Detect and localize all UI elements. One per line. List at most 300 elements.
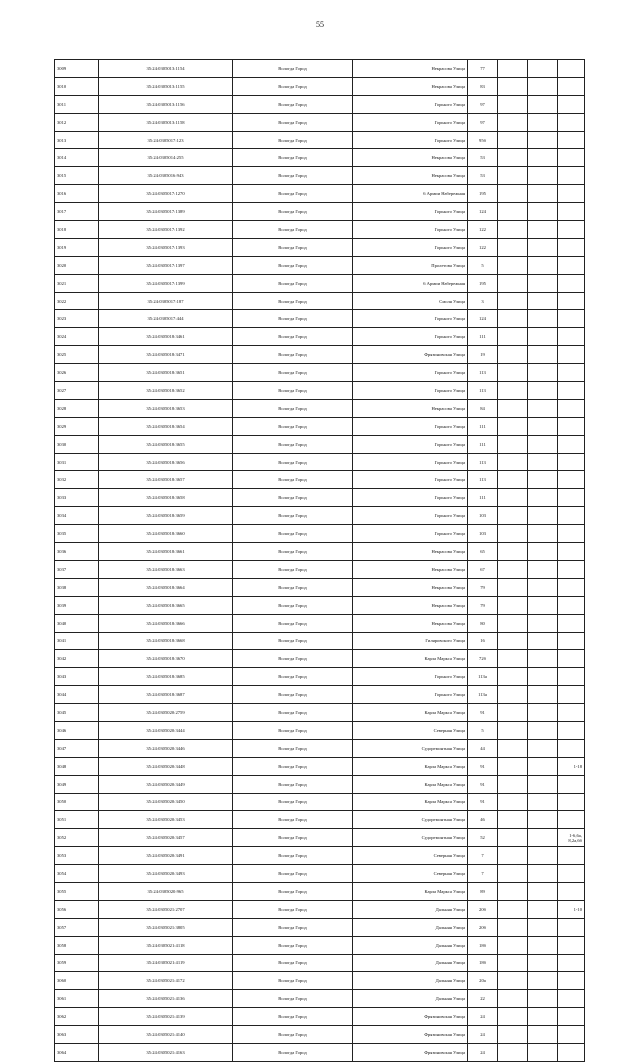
house-number: 97	[468, 95, 498, 113]
city-name: Вологда Город	[233, 149, 353, 167]
empty-cell	[528, 77, 558, 95]
row-number: 3011	[55, 95, 99, 113]
empty-cell	[528, 60, 558, 78]
street-name: Судоремонтная Улица	[353, 739, 468, 757]
table-row	[55, 489, 585, 507]
row-number: 3024	[55, 328, 99, 346]
apartments-note	[558, 95, 585, 113]
table-row	[55, 238, 585, 256]
street-name: Дальняя Улица	[353, 990, 468, 1008]
house-number: 91	[468, 775, 498, 793]
street-name: Горького Улица	[353, 113, 468, 131]
apartments-note	[558, 543, 585, 561]
table-row	[55, 721, 585, 739]
city-name: Вологда Город	[233, 507, 353, 525]
cadastral-number: 35:24:0305021:4140	[99, 1026, 233, 1044]
street-name: Некрасова Улица	[353, 578, 468, 596]
city-name: Вологда Город	[233, 274, 353, 292]
empty-cell	[498, 95, 528, 113]
table-row	[55, 632, 585, 650]
cadastral-number: 35:24:0305017:1389	[99, 203, 233, 221]
street-name: Горького Улица	[353, 668, 468, 686]
street-name: Горького Улица	[353, 417, 468, 435]
empty-cell	[528, 525, 558, 543]
table-row	[55, 310, 585, 328]
empty-cell	[498, 382, 528, 400]
cadastral-number: 35:24:0305018:3651	[99, 364, 233, 382]
city-name: Вологда Город	[233, 775, 353, 793]
cadastral-number: 35:24:0305021:4163	[99, 1043, 233, 1061]
empty-cell	[528, 739, 558, 757]
street-name: Карла Маркса Улица	[353, 650, 468, 668]
city-name: Вологда Город	[233, 1026, 353, 1044]
cadastral-number: 35:24:0305018:3656	[99, 453, 233, 471]
page-number: 55	[316, 20, 324, 29]
city-name: Вологда Город	[233, 238, 353, 256]
empty-cell	[528, 596, 558, 614]
table-row	[55, 167, 585, 185]
apartments-note	[558, 686, 585, 704]
cadastral-number: 35:24:0305018:3666	[99, 614, 233, 632]
apartments-note	[558, 149, 585, 167]
table-row	[55, 596, 585, 614]
cadastral-number: 35:24:0305021:4139	[99, 1008, 233, 1026]
house-number: 79	[468, 578, 498, 596]
apartments-note	[558, 668, 585, 686]
street-name: Карла Маркса Улица	[353, 882, 468, 900]
table-row	[55, 453, 585, 471]
cadastral-number: 35:24:0305013:1156	[99, 95, 233, 113]
empty-cell	[498, 507, 528, 525]
apartments-note	[558, 704, 585, 722]
cadastral-number: 35:24:0305014:255	[99, 149, 233, 167]
apartments-note	[558, 560, 585, 578]
city-name: Вологда Город	[233, 650, 353, 668]
empty-cell	[498, 543, 528, 561]
cadastral-number: 35:24:0305021:4119	[99, 954, 233, 972]
apartments-note	[558, 274, 585, 292]
empty-cell	[528, 578, 558, 596]
table-row	[55, 1008, 585, 1026]
empty-cell	[528, 793, 558, 811]
house-number: 113а	[468, 668, 498, 686]
empty-cell	[498, 471, 528, 489]
cadastral-number: 35:24:0305020:3491	[99, 847, 233, 865]
apartments-note	[558, 77, 585, 95]
table-row	[55, 847, 585, 865]
city-name: Вологда Город	[233, 936, 353, 954]
row-number: 3031	[55, 453, 99, 471]
house-number: 124	[468, 310, 498, 328]
apartments-note	[558, 346, 585, 364]
cadastral-number: 35:24:0305020:3453	[99, 811, 233, 829]
cadastral-number: 35:24:0305017:1393	[99, 238, 233, 256]
empty-cell	[528, 310, 558, 328]
apartments-note	[558, 507, 585, 525]
row-number: 3034	[55, 507, 99, 525]
empty-cell	[498, 775, 528, 793]
row-number: 3050	[55, 793, 99, 811]
cadastral-number: 35:24:0305021:2707	[99, 900, 233, 918]
city-name: Вологда Город	[233, 918, 353, 936]
empty-cell	[498, 1043, 528, 1061]
apartments-note	[558, 632, 585, 650]
empty-cell	[498, 757, 528, 775]
street-name: Горького Улица	[353, 435, 468, 453]
table-row	[55, 203, 585, 221]
street-name: Некрасова Улица	[353, 399, 468, 417]
row-number: 3037	[55, 560, 99, 578]
apartments-note	[558, 578, 585, 596]
city-name: Вологда Город	[233, 972, 353, 990]
apartments-note	[558, 775, 585, 793]
row-number: 3021	[55, 274, 99, 292]
house-number: 80	[468, 614, 498, 632]
cadastral-number: 35:24:0305017:1399	[99, 274, 233, 292]
empty-cell	[498, 614, 528, 632]
empty-cell	[528, 1026, 558, 1044]
house-number: 16	[468, 632, 498, 650]
row-number: 3046	[55, 721, 99, 739]
empty-cell	[528, 113, 558, 131]
house-number: 46	[468, 811, 498, 829]
city-name: Вологда Город	[233, 739, 353, 757]
cadastral-number: 35:24:0305018:3664	[99, 578, 233, 596]
empty-cell	[498, 668, 528, 686]
empty-cell	[528, 668, 558, 686]
city-name: Вологда Город	[233, 203, 353, 221]
cadastral-number: 35:24:0305018:3652	[99, 382, 233, 400]
house-number: 20б	[468, 900, 498, 918]
city-name: Вологда Город	[233, 811, 353, 829]
empty-cell	[498, 256, 528, 274]
cadastral-number: 35:24:0305017:1397	[99, 256, 233, 274]
street-name: Карла Маркса Улица	[353, 793, 468, 811]
city-name: Вологда Город	[233, 543, 353, 561]
empty-cell	[498, 167, 528, 185]
street-name: Горького Улица	[353, 328, 468, 346]
street-name: Некрасова Улица	[353, 543, 468, 561]
register-table	[54, 59, 585, 1062]
empty-cell	[528, 686, 558, 704]
city-name: Вологда Город	[233, 578, 353, 596]
cadastral-number: 35:24:0305020:3457	[99, 829, 233, 847]
empty-cell	[498, 918, 528, 936]
house-number: 53	[468, 167, 498, 185]
apartments-note	[558, 131, 585, 149]
cadastral-number: 35:24:0305018:3665	[99, 596, 233, 614]
row-number: 3022	[55, 292, 99, 310]
house-number: 24	[468, 1043, 498, 1061]
apartments-note	[558, 399, 585, 417]
row-number: 3044	[55, 686, 99, 704]
apartments-note	[558, 238, 585, 256]
city-name: Вологда Город	[233, 704, 353, 722]
row-number: 3030	[55, 435, 99, 453]
house-number: 19	[468, 346, 498, 364]
city-name: Вологда Город	[233, 453, 353, 471]
street-name: Фрязиновская Улица	[353, 1043, 468, 1061]
street-name: Северная Улица	[353, 721, 468, 739]
row-number: 3012	[55, 113, 99, 131]
house-number: 65	[468, 543, 498, 561]
street-name: Горького Улица	[353, 525, 468, 543]
cadastral-number: 35:24:0305020:965	[99, 882, 233, 900]
empty-cell	[498, 221, 528, 239]
row-number: 3010	[55, 77, 99, 95]
street-name: Горького Улица	[353, 203, 468, 221]
house-number: 113	[468, 382, 498, 400]
house-number: 79	[468, 596, 498, 614]
apartments-note	[558, 221, 585, 239]
row-number: 3039	[55, 596, 99, 614]
apartments-note	[558, 525, 585, 543]
empty-cell	[498, 113, 528, 131]
empty-cell	[528, 364, 558, 382]
cadastral-number: 35:24:0305020:3493	[99, 865, 233, 883]
table-row	[55, 686, 585, 704]
table-row	[55, 399, 585, 417]
empty-cell	[498, 721, 528, 739]
empty-cell	[528, 757, 558, 775]
empty-cell	[528, 936, 558, 954]
table-row	[55, 256, 585, 274]
table-row	[55, 811, 585, 829]
city-name: Вологда Город	[233, 399, 353, 417]
table-row	[55, 865, 585, 883]
house-number: 67	[468, 560, 498, 578]
cadastral-number: 35:24:0305013:1158	[99, 113, 233, 131]
table-row	[55, 328, 585, 346]
cadastral-number: 35:24:0305020:3450	[99, 793, 233, 811]
city-name: Вологда Город	[233, 757, 353, 775]
city-name: Вологда Город	[233, 417, 353, 435]
empty-cell	[498, 936, 528, 954]
empty-cell	[498, 453, 528, 471]
apartments-note	[558, 936, 585, 954]
city-name: Вологда Город	[233, 829, 353, 847]
row-number: 3020	[55, 256, 99, 274]
empty-cell	[528, 865, 558, 883]
city-name: Вологда Город	[233, 256, 353, 274]
row-number: 3048	[55, 757, 99, 775]
house-number: 195	[468, 274, 498, 292]
empty-cell	[528, 507, 558, 525]
table-row	[55, 936, 585, 954]
house-number: 111	[468, 328, 498, 346]
empty-cell	[528, 292, 558, 310]
street-name: Некрасова Улица	[353, 167, 468, 185]
apartments-note	[558, 60, 585, 78]
street-name: Горького Улица	[353, 471, 468, 489]
empty-cell	[498, 900, 528, 918]
city-name: Вологда Город	[233, 882, 353, 900]
apartments-note	[558, 185, 585, 203]
house-number: 89	[468, 882, 498, 900]
house-number: 113	[468, 364, 498, 382]
empty-cell	[498, 238, 528, 256]
house-number: 91	[468, 757, 498, 775]
street-name: Дальняя Улица	[353, 936, 468, 954]
empty-cell	[498, 77, 528, 95]
table-row	[55, 507, 585, 525]
table-row	[55, 1043, 585, 1061]
house-number: 111	[468, 417, 498, 435]
row-number: 3029	[55, 417, 99, 435]
table-row	[55, 739, 585, 757]
table-row	[55, 113, 585, 131]
row-number: 3032	[55, 471, 99, 489]
row-number: 3019	[55, 238, 99, 256]
row-number: 3045	[55, 704, 99, 722]
table-row	[55, 149, 585, 167]
street-name: Судоремонтная Улица	[353, 811, 468, 829]
city-name: Вологда Город	[233, 686, 353, 704]
city-name: Вологда Город	[233, 346, 353, 364]
house-number: 18б	[468, 954, 498, 972]
cadastral-number: 35:24:0305018:3657	[99, 471, 233, 489]
empty-cell	[498, 60, 528, 78]
empty-cell	[528, 560, 558, 578]
city-name: Вологда Город	[233, 310, 353, 328]
cadastral-number: 35:24:0305013:1154	[99, 60, 233, 78]
empty-cell	[528, 704, 558, 722]
row-number: 3053	[55, 847, 99, 865]
house-number: 53	[468, 149, 498, 167]
empty-cell	[528, 543, 558, 561]
row-number: 3028	[55, 399, 99, 417]
street-name: Дальняя Улица	[353, 972, 468, 990]
row-number: 3047	[55, 739, 99, 757]
apartments-note	[558, 364, 585, 382]
city-name: Вологда Город	[233, 364, 353, 382]
street-name: Пролетова Улица	[353, 256, 468, 274]
house-number: 72б	[468, 650, 498, 668]
house-number: 22	[468, 990, 498, 1008]
street-name: Некрасова Улица	[353, 596, 468, 614]
empty-cell	[528, 632, 558, 650]
house-number: 7	[468, 865, 498, 883]
city-name: Вологда Город	[233, 167, 353, 185]
apartments-note	[558, 918, 585, 936]
house-number: 103	[468, 525, 498, 543]
house-number: 111	[468, 489, 498, 507]
empty-cell	[498, 954, 528, 972]
empty-cell	[498, 364, 528, 382]
empty-cell	[528, 95, 558, 113]
house-number: 113	[468, 453, 498, 471]
empty-cell	[528, 990, 558, 1008]
empty-cell	[498, 292, 528, 310]
cadastral-number: 35:24:0305018:3661	[99, 543, 233, 561]
apartments-note	[558, 292, 585, 310]
empty-cell	[498, 435, 528, 453]
row-number: 3051	[55, 811, 99, 829]
empty-cell	[498, 560, 528, 578]
table-row	[55, 650, 585, 668]
empty-cell	[498, 1008, 528, 1026]
row-number: 3033	[55, 489, 99, 507]
table-row	[55, 382, 585, 400]
city-name: Вологда Город	[233, 721, 353, 739]
row-number: 3042	[55, 650, 99, 668]
table-row	[55, 60, 585, 78]
table-row	[55, 543, 585, 561]
row-number: 3009	[55, 60, 99, 78]
apartments-note	[558, 596, 585, 614]
empty-cell	[498, 274, 528, 292]
empty-cell	[498, 203, 528, 221]
cadastral-number: 35:24:0305018:3670	[99, 650, 233, 668]
empty-cell	[498, 847, 528, 865]
table-row	[55, 972, 585, 990]
house-number: 77	[468, 60, 498, 78]
row-number: 3043	[55, 668, 99, 686]
city-name: Вологда Город	[233, 131, 353, 149]
house-number: 91	[468, 704, 498, 722]
cadastral-number: 35:24:0305018:3660	[99, 525, 233, 543]
row-number: 3015	[55, 167, 99, 185]
empty-cell	[528, 1008, 558, 1026]
empty-cell	[528, 650, 558, 668]
empty-cell	[528, 882, 558, 900]
cadastral-number: 35:24:0305017:1392	[99, 221, 233, 239]
street-name: Горького Улица	[353, 364, 468, 382]
house-number: 84	[468, 399, 498, 417]
house-number: 113а	[468, 686, 498, 704]
empty-cell	[498, 972, 528, 990]
street-name: Карла Маркса Улица	[353, 775, 468, 793]
street-name: Карла Маркса Улица	[353, 757, 468, 775]
house-number: 195	[468, 185, 498, 203]
table-row	[55, 614, 585, 632]
apartments-note: 1-6,6а, 8,2а,6б	[558, 829, 585, 847]
house-number: 5	[468, 721, 498, 739]
empty-cell	[498, 704, 528, 722]
street-name: 6 Армии Набережная	[353, 274, 468, 292]
apartments-note	[558, 256, 585, 274]
house-number: 103	[468, 507, 498, 525]
table-row	[55, 990, 585, 1008]
apartments-note	[558, 489, 585, 507]
house-number: 18б	[468, 936, 498, 954]
row-number: 3061	[55, 990, 99, 1008]
street-name: Фрязиновская Улица	[353, 1026, 468, 1044]
city-name: Вологда Город	[233, 382, 353, 400]
row-number: 3025	[55, 346, 99, 364]
table-row	[55, 77, 585, 95]
empty-cell	[498, 1026, 528, 1044]
register-rows	[55, 60, 585, 1062]
empty-cell	[498, 632, 528, 650]
row-number: 3035	[55, 525, 99, 543]
cadastral-number: 35:24:0305018:3471	[99, 346, 233, 364]
empty-cell	[498, 739, 528, 757]
street-name: Дальняя Улица	[353, 954, 468, 972]
cadastral-number: 35:24:0305020:3444	[99, 721, 233, 739]
city-name: Вологда Город	[233, 614, 353, 632]
table-row	[55, 900, 585, 918]
empty-cell	[498, 417, 528, 435]
empty-cell	[528, 435, 558, 453]
row-number: 3064	[55, 1043, 99, 1061]
apartments-note	[558, 310, 585, 328]
apartments-note	[558, 847, 585, 865]
row-number: 3057	[55, 918, 99, 936]
city-name: Вологда Город	[233, 292, 353, 310]
cadastral-number: 35:24:0305018:3685	[99, 668, 233, 686]
empty-cell	[528, 238, 558, 256]
